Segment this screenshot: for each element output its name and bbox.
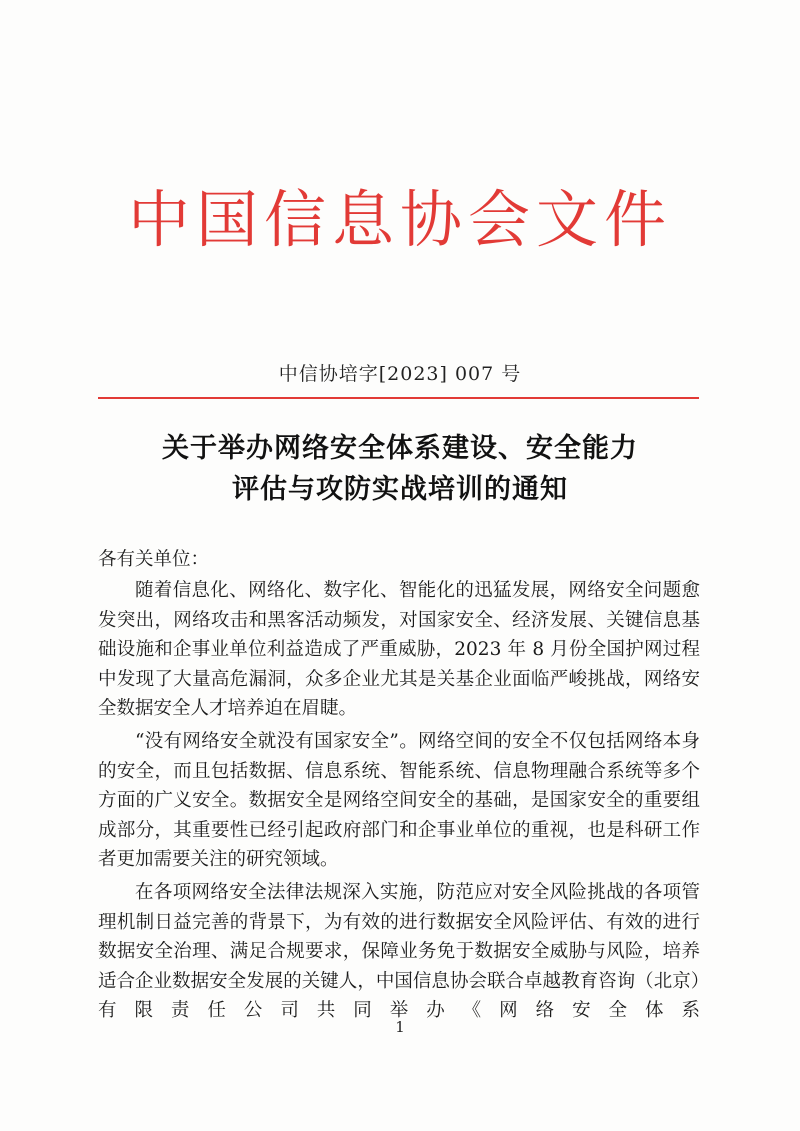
- body-paragraph-1: 随着信息化、网络化、数字化、智能化的迅猛发展，网络安全问题愈发突出，网络攻击和黑客活动频发，对国家安全、经济发展、关键信息基础设施和企事业单位利益造成了严重威胁，2023 年 8 月份全国护网过程中发现了大量高危漏洞，众多企业尤其是关基企业面临严峻挑战，网络安全数据安全人才培养迫在眉睫。: [98, 580, 700, 720]
- salutation: 各有关单位：: [98, 549, 210, 570]
- notice-title: [0, 428, 800, 510]
- body-paragraph-3: 在各项网络安全法律法规深入实施，防范应对安全风险挑战的各项管理机制日益完善的背景下，为有效的进行数据安全风险评估、有效的进行数据安全治理、满足合规要求，保障业务免于数据安全威胁与风险，培养适合企业数据安全发展的关键人，中国信息协会联合卓越教育咨询（北京）有限责任公司共同举办《网络安全体系: [98, 882, 700, 1022]
- document-body: [98, 545, 700, 1030]
- notice-title-line-1: 关于举办网络安全体系建设、安全能力: [162, 433, 638, 464]
- body-paragraph-2: “没有网络安全就没有国家安全”。网络空间的安全不仅包括网络本身的安全，而且包括数据、信息系统、智能系统、信息物理融合系统等多个方面的广义安全。数据安全是网络空间安全的基础，是国家安全的重要组成部分，其重要性已经引起政府部门和企事业单位的重视，也是科研工作者更加需要关注的研究领域。: [98, 731, 700, 871]
- header-red-divider: [98, 397, 699, 399]
- notice-title-line-2: 评估与攻防实战培训的通知: [232, 474, 568, 505]
- page-number: 1: [395, 1018, 405, 1036]
- document-header-title: 中国信息协会文件: [127, 183, 672, 256]
- document-number: 中信协培字[2023] 007 号: [278, 363, 522, 385]
